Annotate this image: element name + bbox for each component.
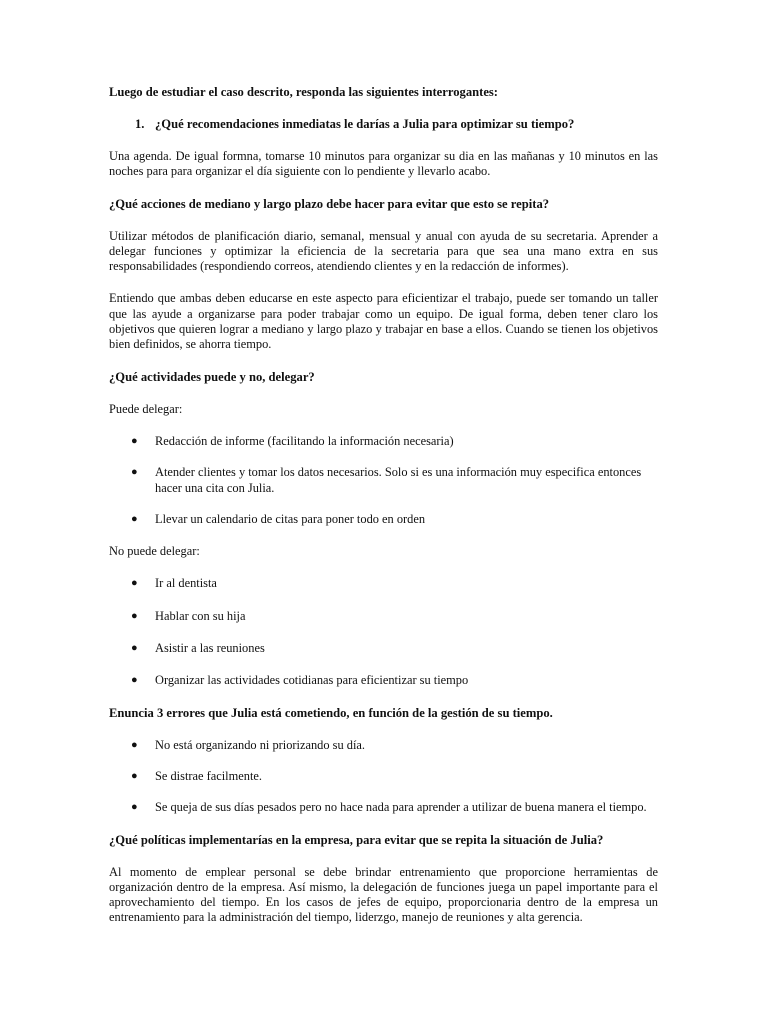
list-item bbox=[109, 465, 658, 496]
list-item-text: Llevar un calendario de citas para poner todo en orden bbox=[155, 511, 426, 526]
document-page bbox=[109, 85, 658, 926]
list-item-text: Redacción de informe (facilitando la información necesaria) bbox=[155, 433, 454, 448]
can-delegate-list bbox=[109, 434, 658, 527]
list-item-text: Se queja de sus días pesados pero no hace nada para aprender a utilizar de buena manera el tiempo. bbox=[155, 800, 647, 815]
bullet-icon: ● bbox=[131, 466, 138, 479]
question-3: ¿Qué actividades puede y no, delegar? bbox=[109, 369, 315, 384]
bullet-icon: ● bbox=[131, 738, 138, 751]
answer-2-paragraph-2: Entiendo que ambas deben educarse en este aspecto para eficientizar el trabajo, puede ser tomando un taller que las ayude a organizarse para poder trabajar como un equipo. De igual forma, deben tener claro los objetivos que quieren lograr a mediano y largo plazo y trabajar en base a ellos. Cuando se tienen los objetivos bien definidos, se ahorra tiempo. bbox=[109, 291, 658, 352]
bullet-icon: ● bbox=[131, 769, 138, 782]
list-item bbox=[109, 769, 658, 784]
list-item bbox=[109, 738, 658, 753]
list-item-text: Ir al dentista bbox=[155, 576, 217, 591]
list-item-text: Hablar con su hija bbox=[155, 608, 246, 623]
can-delegate-label: Puede delegar: bbox=[109, 401, 183, 416]
bullet-icon: ● bbox=[131, 512, 138, 525]
question-4: Enuncia 3 errores que Julia está cometiendo, en función de la gestión de su tiempo. bbox=[109, 705, 553, 720]
list-item-text: Organizar las actividades cotidianas para eficientizar su tiempo bbox=[155, 673, 469, 688]
list-item bbox=[109, 673, 658, 688]
bullet-icon: ● bbox=[131, 609, 138, 622]
list-item bbox=[109, 800, 658, 815]
list-item bbox=[109, 434, 658, 449]
answer-2-paragraph-1: Utilizar métodos de planificación diario, semanal, mensual y anual con ayuda de su secretaria. Aprender a delegar funciones y optimizar la eficiencia de la secretaria para que sea una mano extra en sus responsabilidades (respondiendo correos, atendiendo clientes y en la redacción de informes). bbox=[109, 228, 658, 274]
list-item-text: Atender clientes y tomar los datos necesarios. Solo si es una información muy especifica entonces hacer una cita con Julia. bbox=[155, 465, 642, 495]
question-1-text: ¿Qué recomendaciones inmediatas le darías a Julia para optimizar su tiempo? bbox=[155, 117, 575, 131]
list-item-text: No está organizando ni priorizando su día. bbox=[155, 737, 366, 752]
list-item bbox=[109, 609, 658, 624]
intro-heading: Luego de estudiar el caso descrito, responda las siguientes interrogantes: bbox=[109, 85, 498, 99]
cannot-delegate-list bbox=[109, 576, 658, 688]
bullet-icon: ● bbox=[131, 801, 138, 814]
list-item bbox=[109, 512, 658, 527]
list-item bbox=[109, 576, 658, 591]
list-item-text: Asistir a las reuniones bbox=[155, 641, 265, 656]
bullet-icon: ● bbox=[131, 577, 138, 590]
question-1 bbox=[109, 117, 658, 132]
bullet-icon: ● bbox=[131, 642, 138, 655]
errors-list bbox=[109, 738, 658, 816]
bullet-icon: ● bbox=[131, 434, 138, 447]
cannot-delegate-label: No puede delegar: bbox=[109, 544, 200, 559]
question-1-number: 1. bbox=[135, 117, 145, 131]
bullet-icon: ● bbox=[131, 674, 138, 687]
question-5: ¿Qué políticas implementarías en la empresa, para evitar que se repita la situación de Julia? bbox=[109, 832, 604, 847]
list-item bbox=[109, 641, 658, 656]
answer-1: Una agenda. De igual formna, tomarse 10 minutos para organizar su dia en las mañanas y 10 minutos en las noches para para organizar el día siguiente con lo pendiente y llevarlo acabo. bbox=[109, 149, 658, 179]
list-item-text: Se distrae facilmente. bbox=[155, 768, 262, 783]
answer-5: Al momento de emplear personal se debe brindar entrenamiento que proporcione herramientas de organización dentro de la empresa. Así mismo, la delegación de funciones juega un papel importante para el aprovechamiento del tiempo. En los casos de jefes de equipo, proporcionaria dentro de la empresa un entrenamiento para la administración del tiempo, liderzgo, manejo de reuniones y alta gerencia. bbox=[109, 864, 658, 925]
question-2: ¿Qué acciones de mediano y largo plazo debe hacer para evitar que esto se repita? bbox=[109, 196, 550, 211]
